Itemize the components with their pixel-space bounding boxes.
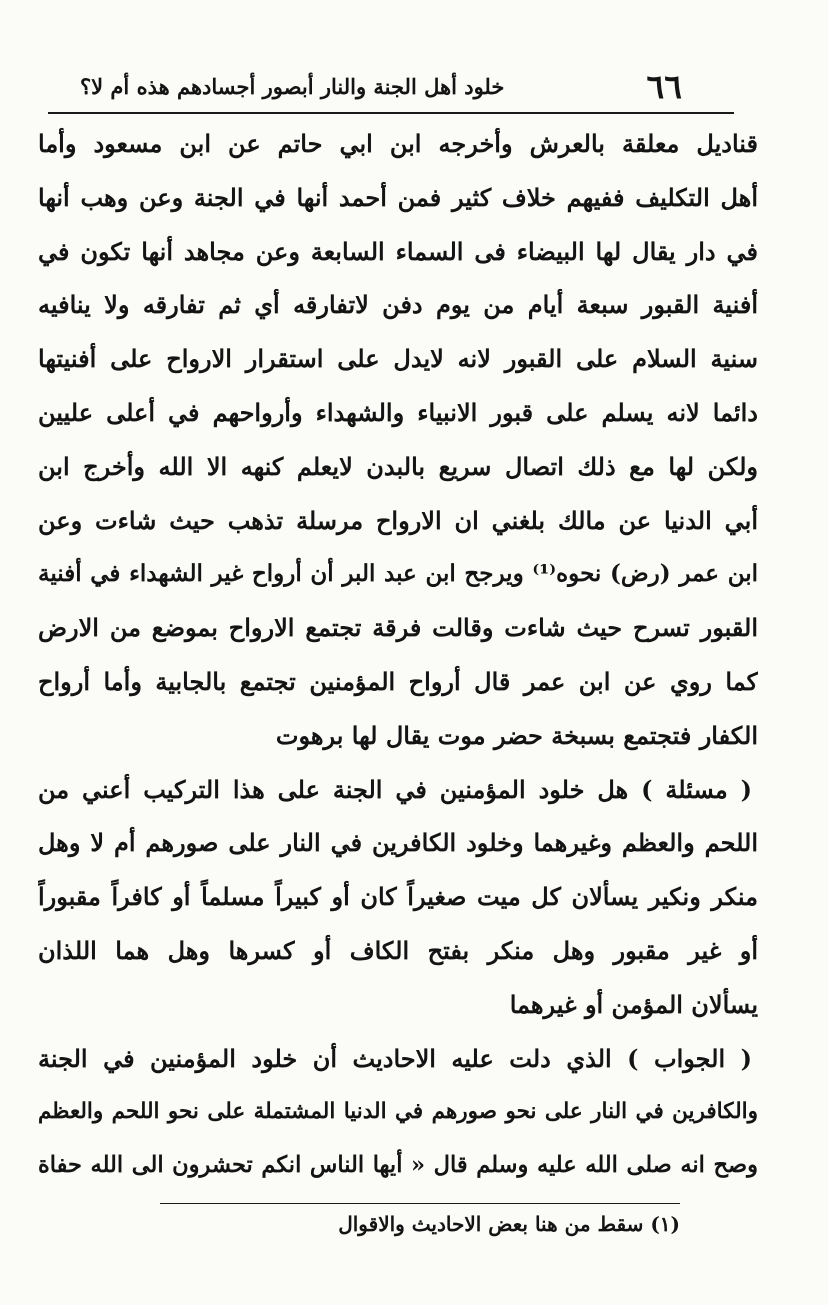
text-line: أو غير مقبور وهل منكر بفتح الكاف أو كسرها وهل هما اللذان bbox=[38, 935, 758, 965]
header-rule bbox=[48, 112, 734, 114]
page-number: ٦٦ bbox=[646, 66, 682, 106]
text-line: منكر ونكير يسألان كل ميت صغيراً كان أو كبيراً مسلماً أو كافراً مقبوراً bbox=[38, 882, 758, 912]
text-line: يسألان المؤمن أو غيرهما bbox=[509, 989, 758, 1019]
text-line: قناديل معلقة بالعرش وأخرجه ابن ابي حاتم عن ابن مسعود وأما bbox=[38, 129, 758, 158]
text-line: أهل التكليف ففيهم خلاف كثير فمن أحمد أنها في الجنة وعن وهب أنها bbox=[38, 182, 758, 212]
text-line: دائما لانه يسلم على قبور الانبياء والشهداء وأرواحهم في أعلى عليين bbox=[38, 397, 758, 427]
page-header bbox=[72, 64, 682, 108]
text-line: أبي الدنيا عن مالك بلغني ان الارواح مرسلة تذهب حيث شاءت وعن bbox=[38, 505, 758, 535]
text-line: اللحم والعظم وغيرهما وخلود الكافرين في النار على صورهم أم لا وهل bbox=[38, 828, 758, 858]
question-heading-line: ( مسئلة ) هل خلود المؤمنين في الجنة على هذا التركيب أعني من bbox=[38, 774, 752, 804]
text-line: في دار يقال لها البيضاء فى السماء السابعة وعن مجاهد أنها تكون في bbox=[38, 236, 758, 266]
text-line: سنية السلام على القبور لانه لايدل على استقرار الارواح على أفنيتها bbox=[38, 344, 758, 374]
text-line: ولكن لها مع ذلك اتصال سريع بالبدن لايعلم كنهه الا الله وأخرج ابن bbox=[38, 451, 758, 481]
text-line: كما روي عن ابن عمر قال أرواح المؤمنين تجتمع بالجابية وأما أرواح bbox=[38, 666, 758, 696]
text-line: والكافرين في النار على نحو صورهم في الدنيا المشتملة على نحو اللحم والعظم bbox=[38, 1099, 758, 1125]
answer-heading-line: ( الجواب ) الذي دلت عليه الاحاديث أن خلود المؤمنين في الجنة bbox=[38, 1043, 752, 1073]
body-text bbox=[38, 117, 758, 1193]
running-title: خلود أهل الجنة والنار أبصور أجسادهم هذه أم لا؟ bbox=[80, 73, 505, 99]
text-line: أفنية القبور سبعة أيام من يوم دفن لاتفارقه أي ثم تفارقه ولا ينافيه bbox=[38, 290, 758, 320]
text-line: وصح انه صلى الله عليه وسلم قال « أيها الناس انكم تحشرون الى الله حفاة bbox=[38, 1152, 758, 1179]
footnote-rule bbox=[160, 1203, 680, 1204]
text-line: ابن عمر (رض) نحوه⁽¹⁾ ويرجح ابن عبد البر أن أرواح غير الشهداء في أفنية bbox=[38, 560, 758, 588]
text-line: الكفار فتجتمع بسبخة حضر موت يقال لها برهوت bbox=[275, 720, 758, 750]
footnote: (١) سقط من هنا بعض الاحاديث والاقوال bbox=[338, 1212, 680, 1236]
text-line: القبور تسرح حيث شاءت وقالت فرقة تجتمع الارواح بموضع من الارض bbox=[38, 613, 758, 643]
